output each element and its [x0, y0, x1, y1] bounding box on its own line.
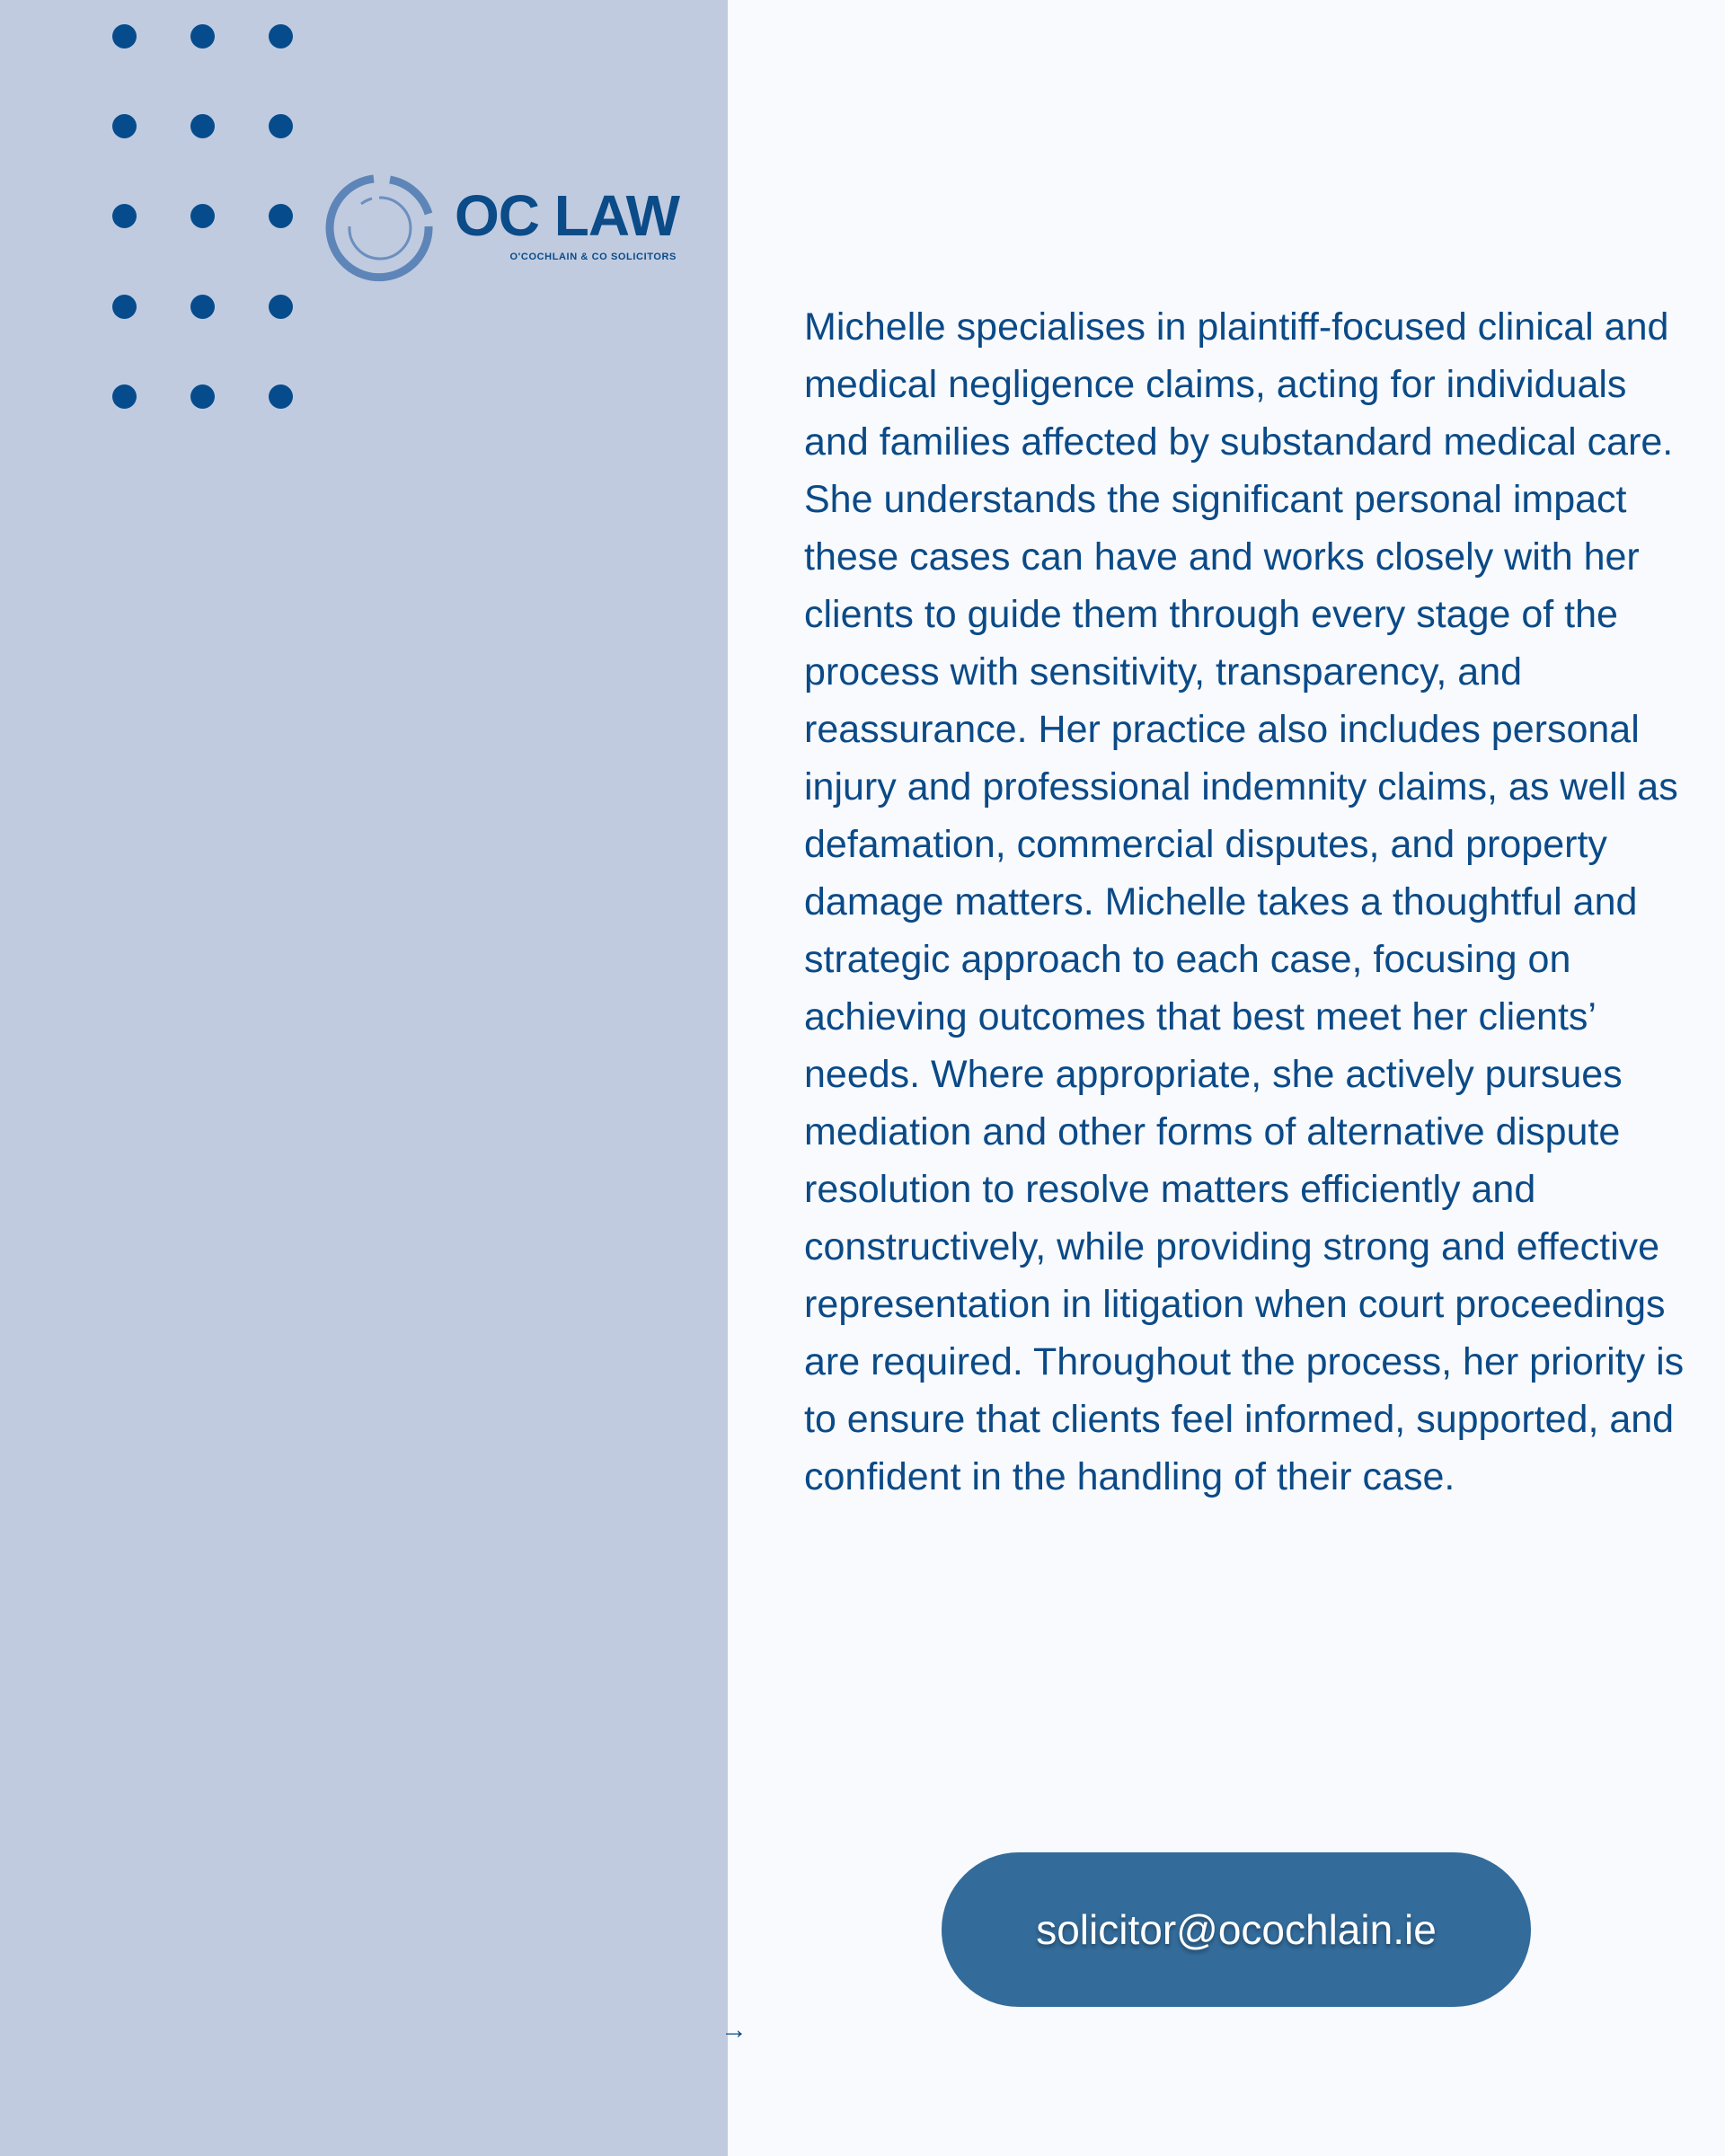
decor-dot [190, 384, 215, 409]
decor-dot [269, 24, 293, 49]
decor-dot [269, 114, 293, 138]
decor-dot [112, 204, 137, 228]
decor-dot [269, 384, 293, 409]
email-button[interactable]: solicitor@ocochlain.ie [942, 1852, 1531, 2007]
decor-dot [269, 295, 293, 319]
decor-dot [190, 24, 215, 49]
right-arrow-icon: → [721, 2015, 748, 2045]
decor-dot [112, 114, 137, 138]
decor-dot [190, 114, 215, 138]
decor-dot [112, 295, 137, 319]
brand-name: OC LAW [455, 183, 679, 248]
left-panel [0, 0, 728, 2156]
decor-dot [112, 24, 137, 49]
circular-ring-logo-icon [322, 171, 437, 286]
brand-subtitle: O'COCHLAIN & CO SOLICITORS [509, 252, 677, 262]
decor-dot [190, 204, 215, 228]
brand-logo[interactable] [322, 171, 681, 287]
decor-dot [112, 384, 137, 409]
bio-paragraph: Michelle specialises in plaintiff-focused clinical and medical negligence claims, acting for individuals and families affected by substandard medical care. She understands the significant personal impact these cases can have and works closely with her clients to guide them through every stage of the process with sensitivity, transparency, and reassurance. Her practice also includes personal injury and professional indemnity claims, as well as defamation, commercial disputes, and property damage matters. Michelle takes a thoughtful and strategic approach to each case, focusing on achieving outcomes that best meet her clients’ needs. Where appropriate, she actively pursues mediation and other forms of alternative dispute resolution to resolve matters efficiently and constructively, while providing strong and effective representation in litigation when court proceedings are required. Throughout the process, her priority is to ensure that clients feel informed, supported, and confident in the handling of their case. [804, 305, 1685, 1498]
decor-dot [190, 295, 215, 319]
decor-dot [269, 204, 293, 228]
